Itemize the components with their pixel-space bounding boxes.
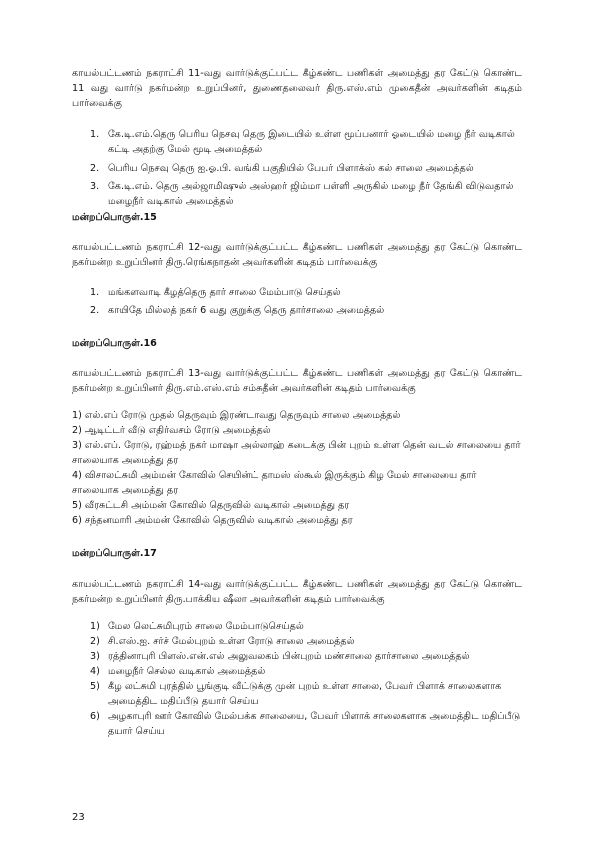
- list-item: [72, 634, 522, 649]
- item-text: மழைநீர் செல்ல வடிகால் அமைத்தல்: [108, 666, 266, 677]
- list-item: 6) சந்தனமாரி அம்மன் கோவில் தெருவில் வடிகால் அமைத்து தர: [72, 515, 353, 526]
- section-intro: காயல்பட்டணம் நகராட்சி 13-வது வார்டுக்குட்பட்ட கீழ்கண்ட பணிகள் அமைத்து தர கேட்டு கொண்ட நகர்மன்ற உறுப்பினர் திரு.எம்.எஸ்.எம் சம்சுதீன் அவர்களின் கடிதம் பார்வைக்கு: [72, 368, 522, 394]
- list-item: [72, 161, 522, 176]
- list-item: [72, 709, 522, 739]
- section-17-list: [72, 619, 522, 739]
- item-text: கீழ லட்சுமி புரத்தில் பூங்குடி வீட்டுக்கு முன் புறம் உள்ள சாலை, பேவர் பிளாக் சாலைகளாக அமைத்திட மதிப்பீடு தயார் செய்ய: [108, 681, 502, 707]
- list-item: [72, 179, 522, 209]
- section-16-list: [72, 408, 522, 528]
- list-item: [72, 649, 522, 664]
- item-text: சி.எஸ்.ஐ. சர்ச் மேல்புறம் உள்ள ரோடு சாலை அமைத்தல்: [108, 636, 355, 647]
- section-heading: மன்றப்பொருள்.16: [72, 338, 157, 349]
- item-text: மேல லெட்சுமிபுரம் சாலை மேம்பாடுசெய்தல்: [108, 621, 304, 632]
- section-heading: மன்றப்பொருள்.15: [72, 212, 157, 223]
- item-number: 4): [90, 666, 100, 677]
- list-item: 5) வீரசுட்டசி அம்மன் கோவில் தெருவில் வடிகால் அமைத்து தர: [72, 500, 350, 511]
- item-number: 2): [90, 636, 100, 647]
- item-text: அழகாபுரி ஊர் கோவில் மேல்பக்க சாலையை, பேவர் பிளாக் சாலைகளாக அமைத்திட மதிப்பீடு தயார் செய்ய: [108, 711, 521, 737]
- section-intro: காயல்பட்டணம் நகராட்சி 14-வது வார்டுக்குட்பட்ட கீழ்கண்ட பணிகள் அமைத்து தர கேட்டு கொண்ட நகர்மன்ற உறுப்பினர் திரு.பாக்கிய ஷீலா அவர்களின் கடிதம் பார்வைக்கு: [72, 579, 522, 605]
- list-item: 3) எல்.எப். ரோடு, ரஹ்மத் நகர் மாஷா அல்லாஹ் கடைக்கு பின் புறம் உள்ள தென் வடல் சாலையை தார் சாலையாக அமைத்து தர: [72, 440, 521, 466]
- section-15-list: [72, 285, 522, 318]
- list-item: [72, 285, 522, 300]
- section-intro: காயல்பட்டணம் நகராட்சி 11-வது வார்டுக்குட்பட்ட கீழ்கண்ட பணிகள் அமைத்து தர கேட்டு கொண்ட 11 வது வார்டு நகர்மன்ற உறுப்பினர், துணைதலைவர் திரு.எஸ்.எம் முகைதீன் அவர்களின் கடிதம் பார்வைக்கு: [72, 68, 522, 109]
- section-ward-11-list: [72, 127, 522, 209]
- list-item: [72, 127, 522, 157]
- item-number: 3): [90, 651, 100, 662]
- page-number: 23: [72, 812, 85, 823]
- section-ward-11: [72, 66, 522, 111]
- item-number: 6): [90, 711, 100, 722]
- list-item: [72, 679, 522, 709]
- list-item: [72, 664, 522, 679]
- item-text: ரத்தினாபுரி பிளஸ்.என்.எல் அலுவலகம் பின்புறம் மண்சாலை தார்சாலை அமைத்தல்: [108, 651, 470, 662]
- item-text: கே.டி.எம்.தெரு பெரிய நெசவு தெரு இடையில் உள்ள மூப்பனார் ஓடையில் மழை நீர் வடிகால் கட்டி அதற்கு மேல் மூடி அமைத்தல்: [108, 129, 515, 155]
- list-item: [72, 303, 522, 318]
- item-number: 1): [90, 621, 100, 632]
- item-number: 1.: [90, 129, 100, 140]
- list-item: 4) விசாலட்சுமி அம்மன் கோவில் செயின்ட் தாமஸ் ஸ்கூல் இருக்கும் கிழ மேல் சாலையை தார் சாலையாக அமைத்து தர: [72, 470, 477, 496]
- item-number: 3.: [90, 181, 100, 192]
- section-intro: காயல்பட்டணம் நகராட்சி 12-வது வார்டுக்குட்பட்ட கீழ்கண்ட பணிகள் அமைத்து தர கேட்டு கொண்ட நகர்மன்ற உறுப்பினர் திரு.ரெங்கநாதன் அவர்களின் கடிதம் பார்வைக்கு: [72, 242, 522, 268]
- item-text: கே.டி.எம். தெரு அல்ஜாமிஷுல் அஸ்ஹர் ஜிம்மா பள்ளி அருகில் மழை நீர் தேங்கி விடுவதால் மழைநீர் வடிகால் அமைத்தல்: [108, 181, 514, 207]
- section-17: [72, 577, 522, 607]
- item-number: 5): [90, 681, 100, 692]
- item-text: பெரிய நெசவு தெரு ஐ.ஓ.பி. வங்கி பகுதியில் பேபர் பிளாக்ஸ் கல் சாலை அமைத்தல்: [108, 163, 474, 174]
- list-item: 2) ஆடிட்டர் வீடு எதிர்வசம் ரோடு அமைத்தல்: [72, 425, 271, 436]
- list-item: 1) எல்.எப் ரோடு முதல் தெருவும் இரண்டாவது தெருவும் சாலை அமைத்தல்: [72, 410, 401, 421]
- item-number: 2.: [90, 305, 100, 316]
- list-item: [72, 619, 522, 634]
- section-heading: மன்றப்பொருள்.17: [72, 548, 157, 559]
- item-text: மங்களவாடி கீழத்தெரு தார் சாலை மேம்பாடு செய்தல்: [108, 287, 341, 298]
- item-text: காயிதே மில்லத் நகர் 6 வது குறுக்கு தெரு தார்சாலை அமைத்தல்: [108, 305, 385, 316]
- item-number: 2.: [90, 163, 100, 174]
- section-16: [72, 366, 522, 396]
- section-15: [72, 240, 522, 270]
- item-number: 1.: [90, 287, 100, 298]
